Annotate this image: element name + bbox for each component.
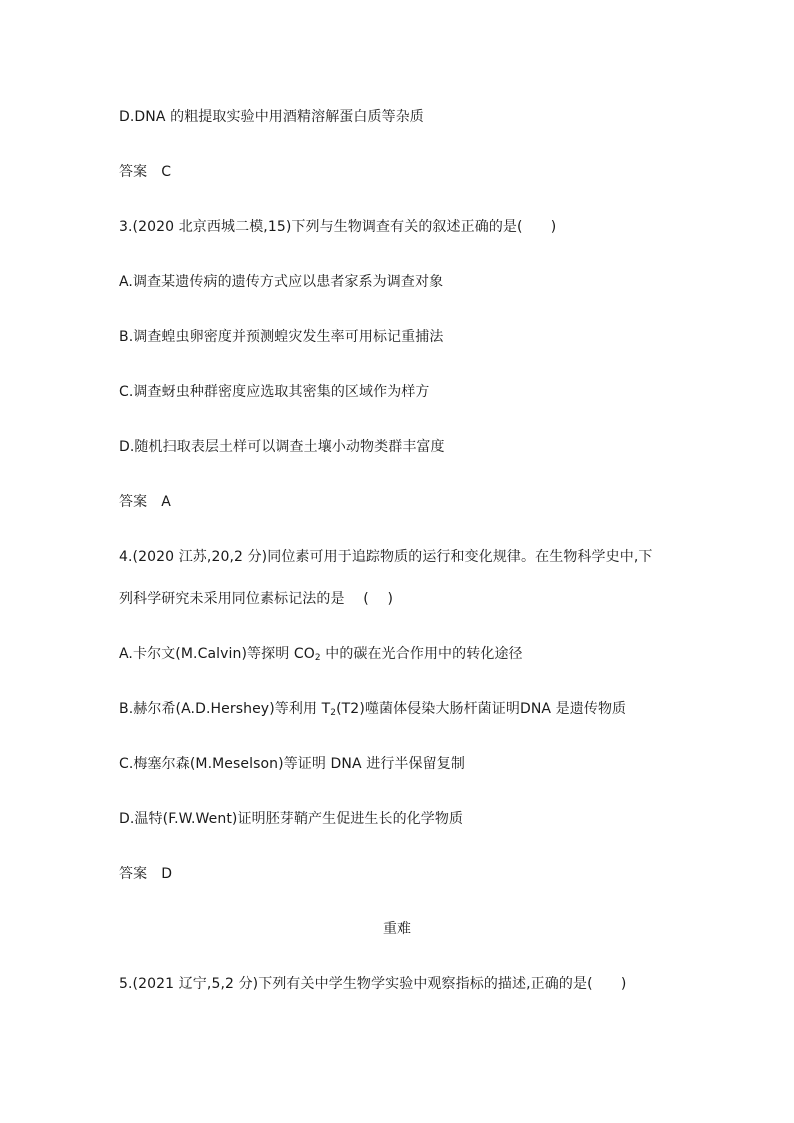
q3-option-c: C.调查蚜虫种群密度应选取其密集的区域作为样方 xyxy=(119,384,430,400)
q4-stem-line1: 4.(2020 江苏,20,2 分)同位素可用于追踪物质的运行和变化规律。在生物科学史中,下 xyxy=(119,549,653,565)
answer-q3: 答案 A xyxy=(119,494,171,510)
q4-option-b-text-cont: (T2)噬菌体侵染大肠杆菌证明DNA 是遗传物质 xyxy=(336,701,627,717)
q4-option-b-text: B.赫尔希(A.D.Hershey)等利用 T xyxy=(119,701,331,717)
q3-option-d: D.随机扫取表层土样可以调查土壤小动物类群丰富度 xyxy=(119,439,445,455)
q2-option-d: D.DNA 的粗提取实验中用酒精溶解蛋白质等杂质 xyxy=(119,109,424,125)
q4-option-a-text: A.卡尔文(M.Calvin)等探明 CO xyxy=(119,646,315,662)
q3-option-b: B.调查蝗虫卵密度并预测蝗灾发生率可用标记重捕法 xyxy=(119,329,444,345)
q4-option-d: D.温特(F.W.Went)证明胚芽鞘产生促进生长的化学物质 xyxy=(119,811,464,827)
q3-stem: 3.(2020 北京西城二模,15)下列与生物调查有关的叙述正确的是( ) xyxy=(119,219,557,235)
answer-q2: 答案 C xyxy=(119,164,172,180)
q4-stem-line2: 列科学研究未采用同位素标记法的是 ( ) xyxy=(119,591,394,607)
section-heading: 重难 xyxy=(383,921,411,937)
answer-q4: 答案 D xyxy=(119,866,173,882)
q4-option-a xyxy=(119,645,523,663)
q4-option-c: C.梅塞尔森(M.Meselson)等证明 DNA 进行半保留复制 xyxy=(119,756,465,772)
q4-option-a-text-cont: 中的碳在光合作用中的转化途径 xyxy=(320,646,523,662)
subscript: 2 xyxy=(314,653,321,663)
subscript: 2 xyxy=(330,708,337,718)
q3-option-a: A.调查某遗传病的遗传方式应以患者家系为调查对象 xyxy=(119,274,444,290)
q4-option-b xyxy=(119,700,626,718)
q5-stem: 5.(2021 辽宁,5,2 分)下列有关中学生物学实验中观察指标的描述,正确的是( ) xyxy=(119,976,627,992)
